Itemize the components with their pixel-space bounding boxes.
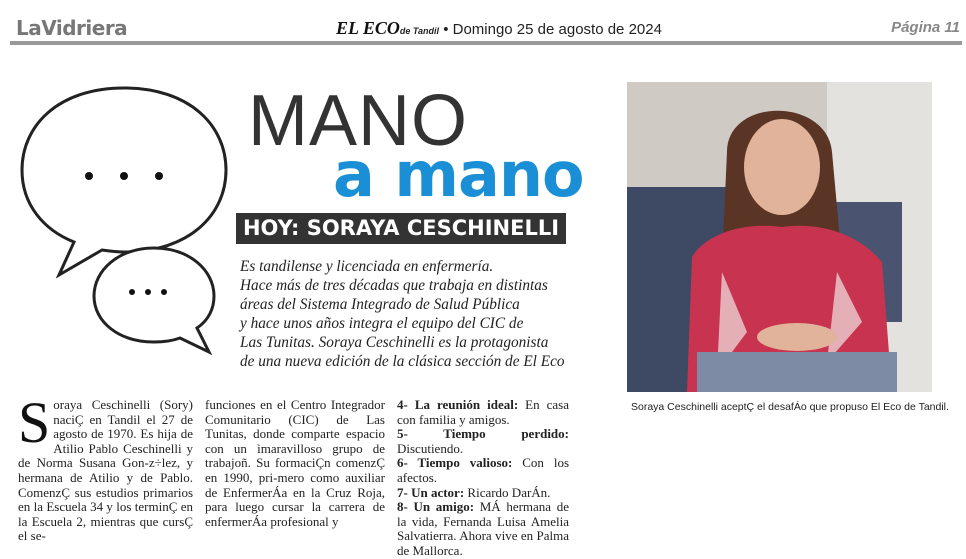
qa-label: 7- Un actor: xyxy=(397,484,465,500)
issue-date: • Domingo 25 de agosto de 2024 xyxy=(443,21,662,38)
qa-label: 6- Tiempo valioso: xyxy=(397,455,513,471)
qa-item xyxy=(397,500,569,558)
speech-bubbles-icon xyxy=(14,80,244,365)
intro-line: Es tandilense y licenciada en enfermería. xyxy=(240,258,494,275)
qa-label: 8- Un amigo: xyxy=(397,499,475,515)
newspaper-sub: de Tandil xyxy=(399,26,440,36)
photo-caption: Soraya Ceschinelli aceptÇ el desafÁo que propuso El Eco de Tandil. xyxy=(631,401,949,413)
qa-label: 5- Tiempo perdido: xyxy=(397,426,569,442)
headline-line2: a mano xyxy=(333,138,584,211)
qa-label: 4- La reunión ideal: xyxy=(397,397,519,412)
qa-answer: Ricardo DarÁn. xyxy=(464,484,551,500)
intro-line: de una nueva edición de la clásica sección de El Eco xyxy=(240,353,565,370)
qa-item xyxy=(397,427,569,456)
qa-item xyxy=(397,486,569,501)
qa-answer: En casa con familia y amigos. xyxy=(397,397,569,427)
column-text: funciones en el Centro Integrador Comunitario (CIC) de Las Tunitas, donde comparte espacio con un ìmaravilloso grupo de trabajoñ. Su formaciÇn comenzÇ en 1990, pri-mero como auxiliar de EnfermerÁa en la Cruz Roja, para luego cursar la carrera de enfermerÁa profesional y xyxy=(205,397,385,529)
qa-answer: Con los afectos. xyxy=(397,455,569,485)
qa-item xyxy=(397,456,569,485)
header-divider xyxy=(10,41,962,45)
intro-line: Hace más de tres décadas que trabaja en distintas xyxy=(240,277,548,294)
portrait-photo xyxy=(627,82,932,392)
article-column-3 xyxy=(397,398,569,559)
article-column-2 xyxy=(205,398,385,529)
qa-item xyxy=(397,398,569,427)
drop-cap: S xyxy=(18,390,51,455)
article-column-1 xyxy=(18,390,193,544)
section-logo xyxy=(16,16,127,40)
page-number: Página 11 xyxy=(891,19,960,36)
intro-text xyxy=(240,257,580,371)
qa-answer: Discutiendo. xyxy=(397,440,464,456)
intro-line: áreas del Sistema Integrado de Salud Pública xyxy=(240,296,520,313)
brand-text: LaVidriera xyxy=(16,16,128,40)
intro-line: y hace unos años integra el equipo del CIC de xyxy=(240,315,524,332)
masthead xyxy=(336,18,662,39)
qa-answer: MÁ hermana de la vida, Fernanda Luisa Amelia Salvatierra. Ahora vive en Palma de Mallorca. xyxy=(397,499,570,558)
subtitle-banner: HOY: SORAYA CESCHINELLI xyxy=(236,213,566,244)
newspaper-name: EL ECO xyxy=(336,18,400,38)
headline-line1: MANO xyxy=(248,81,468,161)
intro-line: Las Tunitas. Soraya Ceschinelli es la protagonista xyxy=(240,334,549,351)
column-text: oraya Ceschinelli (Sory) naciÇ en Tandil el 27 de agosto de 1970. Es hija de Atilio Pablo Ceschinelli y de Norma Susana Gon-z÷lez, y hermana de Atilio y de Pablo. ComenzÇ sus estudios primarios en la Escuela 34 y los terminÇ en la Escuela 2, mientras que cursÇ el se- xyxy=(18,397,193,544)
